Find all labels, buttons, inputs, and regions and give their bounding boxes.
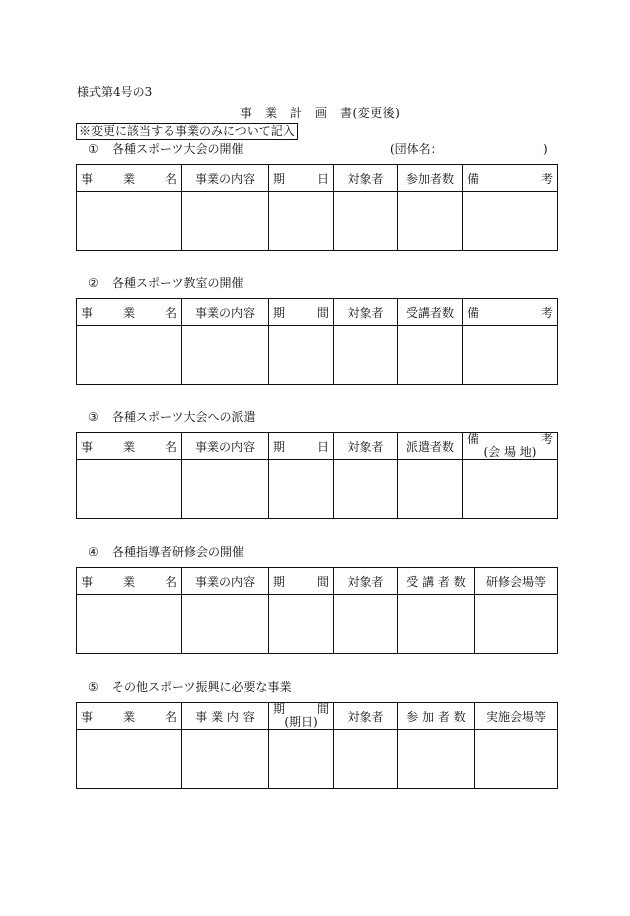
plan-table [76, 432, 558, 519]
section-title [88, 545, 244, 559]
entry-cell[interactable] [77, 595, 182, 654]
header-char: 業 [122, 305, 135, 320]
column-header [182, 165, 269, 192]
group-name-label: (団体名： [390, 142, 443, 156]
header-label: 事業の内容 [194, 574, 255, 589]
section-title-text: その他スポーツ振興に必要な事業 [112, 680, 292, 694]
header-char: 期 [273, 702, 286, 716]
header-char: 事 [81, 709, 94, 724]
entry-cell[interactable] [475, 730, 558, 789]
section-title-text: 各種スポーツ大会の開催 [112, 142, 244, 156]
entry-cell[interactable] [77, 192, 182, 251]
section-title [88, 276, 244, 290]
header-label: 事業の内容 [194, 439, 255, 454]
header-label: 対象者 [347, 171, 384, 186]
entry-cell[interactable] [77, 326, 182, 385]
header-char: 事 [81, 574, 94, 589]
entry-cell[interactable] [182, 460, 269, 519]
header-char: 名 [164, 305, 177, 320]
entry-cell[interactable] [334, 326, 398, 385]
column-header [463, 433, 558, 460]
entry-cell[interactable] [398, 460, 463, 519]
column-header [398, 165, 463, 192]
header-char: 事 [81, 439, 94, 454]
entry-cell[interactable] [269, 460, 334, 519]
column-header [398, 568, 475, 595]
header-label: 派遣者数 [405, 439, 454, 454]
column-header [463, 165, 558, 192]
section-title [88, 142, 244, 156]
header-char: 考 [540, 305, 553, 320]
header-char: 名 [164, 709, 177, 724]
header-char: 名 [164, 171, 177, 186]
column-header [269, 568, 334, 595]
plan-table [76, 298, 558, 385]
column-header [269, 433, 334, 460]
entry-cell[interactable] [182, 326, 269, 385]
column-header [77, 433, 182, 460]
entry-cell[interactable] [269, 595, 334, 654]
header-char: 備 [467, 171, 480, 186]
entry-cell[interactable] [398, 192, 463, 251]
column-header [334, 299, 398, 326]
column-header [77, 165, 182, 192]
column-header [475, 568, 558, 595]
header-char: 業 [122, 574, 135, 589]
entry-cell[interactable] [398, 326, 463, 385]
plan-table [76, 164, 558, 251]
entry-cell[interactable] [182, 730, 269, 789]
header-char: 考 [540, 171, 553, 186]
header-char: 日 [316, 171, 329, 186]
column-header [182, 299, 269, 326]
column-header [398, 703, 475, 730]
header-label: 事業の内容 [194, 171, 255, 186]
header-label: 事 業 内 容 [195, 709, 255, 724]
column-header [182, 568, 269, 595]
entry-cell[interactable] [182, 192, 269, 251]
column-header [77, 299, 182, 326]
group-name-close: ) [543, 142, 548, 156]
header-label: 参 加 者 数 [406, 709, 466, 724]
section-title-text: 各種指導者研修会の開催 [112, 545, 245, 559]
column-header [269, 299, 334, 326]
header-label: 事業の内容 [194, 305, 255, 320]
header-char: 業 [122, 171, 135, 186]
section-number: ② [88, 276, 99, 290]
header-char: 間 [316, 305, 329, 320]
plan-table [76, 702, 558, 789]
header-char: 名 [164, 574, 177, 589]
section-title [88, 680, 292, 694]
header-char: 事 [81, 171, 94, 186]
section-number: ① [88, 142, 99, 156]
entry-cell[interactable] [269, 326, 334, 385]
section-title [88, 410, 256, 424]
entry-cell[interactable] [334, 192, 398, 251]
column-header [398, 433, 463, 460]
column-header [77, 568, 182, 595]
entry-cell[interactable] [182, 595, 269, 654]
section-number: ③ [88, 410, 99, 424]
entry-cell[interactable] [77, 730, 182, 789]
entry-cell[interactable] [475, 595, 558, 654]
entry-cell[interactable] [463, 192, 558, 251]
column-header [77, 703, 182, 730]
header-char: 間 [316, 574, 329, 589]
header-label: 参加者数 [405, 171, 454, 186]
header-char: 考 [540, 432, 553, 446]
entry-cell[interactable] [398, 595, 475, 654]
header-label: 対象者 [347, 574, 384, 589]
header-char: 備 [467, 432, 480, 446]
header-label: 受 講 者 数 [406, 574, 466, 589]
entry-cell[interactable] [463, 326, 558, 385]
form-number: 様式第4号の3 [77, 85, 153, 99]
header-label: 対象者 [347, 709, 384, 724]
header-label: 研修会場等 [485, 574, 546, 589]
entry-cell[interactable] [334, 730, 398, 789]
entry-cell[interactable] [463, 460, 558, 519]
column-header [334, 703, 398, 730]
entry-cell[interactable] [77, 460, 182, 519]
column-header [475, 703, 558, 730]
header-char: 日 [316, 439, 329, 454]
column-header [269, 703, 334, 730]
entry-cell[interactable] [334, 595, 398, 654]
header-char: 業 [122, 709, 135, 724]
section-title-text: 各種スポーツ教室の開催 [112, 276, 244, 290]
notice-box: ※変更に該当する事業のみについて記入 [76, 123, 298, 140]
entry-cell[interactable] [269, 730, 334, 789]
document-title: 事 業 計 画 書(変更後) [240, 106, 401, 120]
section-title-text: 各種スポーツ大会への派遣 [112, 410, 256, 424]
entry-cell[interactable] [398, 730, 475, 789]
entry-cell[interactable] [334, 460, 398, 519]
header-label: 受講者数 [405, 305, 454, 320]
header-char: 備 [467, 305, 480, 320]
header-char: 業 [122, 439, 135, 454]
column-header [334, 568, 398, 595]
header-char: 期 [273, 171, 286, 186]
section-number: ④ [88, 545, 99, 559]
header-char: 期 [273, 574, 286, 589]
header-char: 事 [81, 305, 94, 320]
plan-table [76, 567, 558, 654]
header-sublabel: (会 場 地) [483, 445, 537, 459]
column-header [182, 703, 269, 730]
header-char: 名 [164, 439, 177, 454]
entry-cell[interactable] [269, 192, 334, 251]
header-label: 対象者 [347, 439, 384, 454]
column-header [463, 299, 558, 326]
header-label: 対象者 [347, 305, 384, 320]
column-header [398, 299, 463, 326]
column-header [334, 165, 398, 192]
header-char: 期 [273, 439, 286, 454]
header-char: 間 [316, 702, 329, 716]
column-header [334, 433, 398, 460]
column-header [182, 433, 269, 460]
header-label: 実施会場等 [485, 709, 546, 724]
header-char: 期 [273, 305, 286, 320]
section-number: ⑤ [88, 680, 99, 694]
header-sublabel: (期日) [284, 715, 318, 729]
column-header [269, 165, 334, 192]
